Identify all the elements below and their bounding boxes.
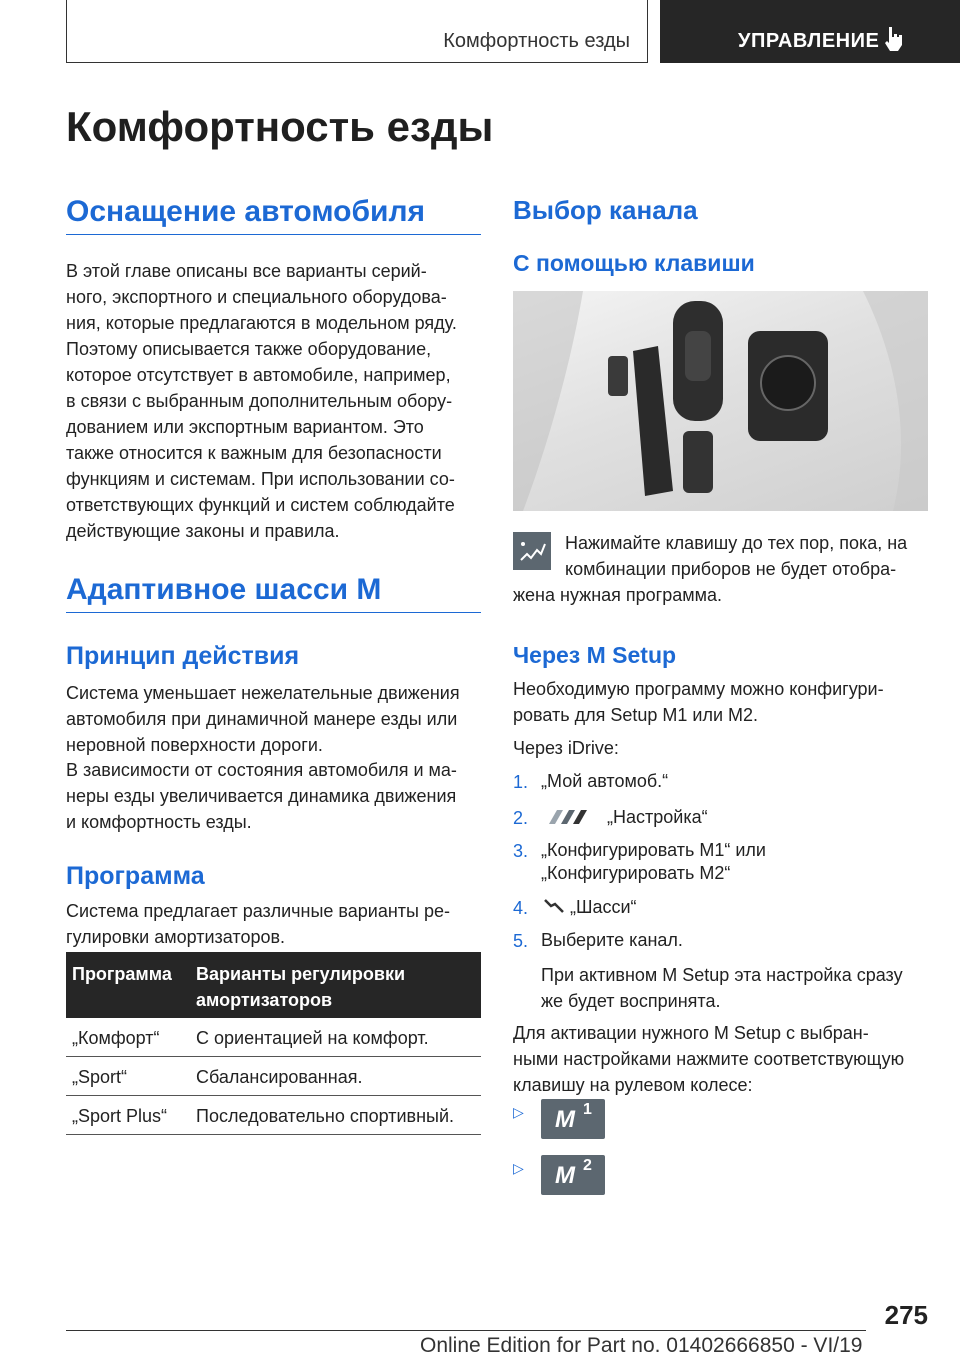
program-heading: Программа [66,862,205,890]
header-section-title: Комфортность езды [443,30,630,52]
footer-rule [66,1330,866,1331]
step-text: „Конфигурировать M2“ [541,863,731,883]
activation-text: Для активации нужного M Setup с выбран- ными настройками нажмите соответствующую клавишу на рулевом колесе: [513,1023,905,1095]
dependence-text: В зависимости от состояния автомобиля и ма- неры езды увеличивается динамика движения и комфортность езды. [66,760,457,832]
m1-button-icon: M 1 [541,1099,605,1139]
step-number: 1. [513,772,529,792]
heading-rule [66,234,481,235]
step5-note: При активном M Setup эта настройка сразу же будет воспринята. [541,965,903,1011]
table-col-settings-2: амортизаторов [196,990,333,1010]
step-number: 5. [513,931,529,951]
table-row: „Комфорт“ С ориентацией на комфорт. [66,1018,481,1057]
adaptive-heading: Адаптивное шасси M [66,573,382,606]
step-text: „Конфигурировать M1“ или [541,840,766,860]
press-text: Нажимайте клавишу до тех пор, пока, на комбинации приборов не будет отобра- [565,533,908,579]
table-col-settings: Варианты регулировки [196,964,406,984]
channel-heading: Выбор канала [513,195,698,225]
step-text: „Настройка“ [607,807,708,827]
header-tab[interactable] [660,0,960,63]
table-col-program: Программа [72,964,172,984]
footer-edition: Online Edition for Part no. 01402666850 - VI/19 [420,1334,863,1357]
center-console-photo [513,291,928,511]
table-row: „Sport“ Сбалансированная. [66,1057,481,1096]
idrive-label: Через iDrive: [513,738,619,758]
m2-button-icon: M 2 [541,1155,605,1195]
key-heading: С помощью клавиши [513,250,755,276]
bullet-marker: ▷ [513,1160,524,1176]
step-number: 4. [513,898,529,918]
table-header [66,952,481,1018]
header-tab-label: УПРАВЛЕНИЕ [738,30,880,52]
m-settings-icon [545,808,597,826]
step-number: 3. [513,841,529,861]
press-text-cont: жена нужная программа. [513,585,723,605]
equipment-text: В этой главе описаны все варианты серий- ного, экспортного и специального оборудова- ния, которые предлагаются в модельном ряду. Поэтому описывается также оборудование, которое отсутствует в автомобиле, например, в связи с выбранным дополнительным обору- дованием или экспортным вариантом. Это также относится к важным для безопасности функциям и системам. При использовании со- ответствующих функций и систем соблюдайте действующие законы и правила. [66,261,457,541]
table-row: „Sport Plus“ Последовательно спортивный. [66,1096,481,1135]
msetup-heading: Через M Setup [513,642,677,668]
principle-heading: Принцип действия [66,642,300,670]
program-text: Система предлагает различные варианты ре- гулировки амортизаторов. [66,901,451,947]
equipment-heading: Оснащение автомобиля [66,195,426,228]
step-text: Выберите канал. [541,930,683,950]
step-text: „Мой автомоб.“ [541,771,669,791]
page-number: 275 [884,1300,928,1330]
chassis-mode-button-icon [513,532,551,570]
bullet-marker: ▷ [513,1104,524,1120]
page-title: Комфортность езды [66,103,494,150]
heading-rule [66,612,481,613]
hand-pointer-icon [882,25,906,53]
step-number: 2. [513,808,529,828]
principle-text: Система уменьшает нежелательные движения автомобиля при динамичной манере езды или неровной поверхности дороги. [66,683,460,755]
chassis-icon [543,896,565,916]
msetup-text: Необходимую программу можно конфигури- ровать для Setup M1 или M2. [513,679,884,725]
step-text: „Шасси“ [570,897,637,917]
